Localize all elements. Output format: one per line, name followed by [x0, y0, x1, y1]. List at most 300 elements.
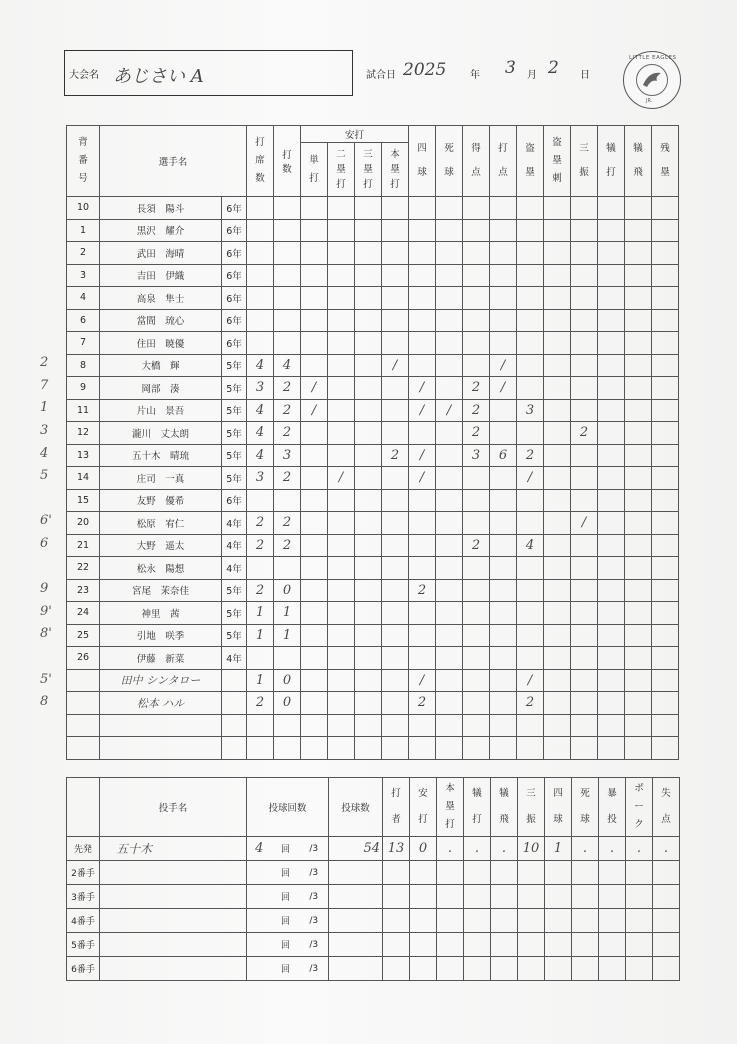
batting-row — [67, 489, 679, 512]
pitch-stat-sf — [491, 957, 518, 981]
stat-s3 — [355, 647, 382, 670]
pitching-row — [67, 885, 680, 909]
player-name: 住田 暁優 — [100, 332, 222, 355]
pitching-row — [67, 957, 680, 981]
stat-cs — [544, 579, 571, 602]
stat-r — [463, 354, 490, 377]
stat-s2 — [328, 309, 355, 332]
pitching-header-row — [67, 778, 680, 837]
batting-row — [67, 624, 679, 647]
margin-position-mark: 3 — [40, 423, 49, 438]
batting-table — [66, 125, 679, 760]
stat-hr: / — [382, 354, 409, 377]
stat-s2 — [328, 332, 355, 355]
innings-outs: /3 — [300, 885, 329, 909]
stat-hr — [382, 624, 409, 647]
pitch-header-er: 失 点 — [653, 778, 680, 837]
player-number: 13 — [67, 444, 100, 467]
stat-rbi — [490, 489, 517, 512]
stat-sf — [625, 602, 652, 625]
pitcher-order: 先発 — [67, 837, 100, 861]
logo-text: LITTLE EAGLES — [629, 55, 677, 61]
stat-s1 — [301, 309, 328, 332]
stat-so — [571, 309, 598, 332]
pitch-count — [329, 957, 383, 981]
stat-sf — [625, 197, 652, 220]
stat-rbi — [490, 534, 517, 557]
stat-r — [463, 264, 490, 287]
player-name: 高泉 隼士 — [100, 287, 222, 310]
stat-r — [463, 467, 490, 490]
header-hits: 安打 — [301, 126, 409, 143]
pitch-stat-bf: 13 — [383, 837, 410, 861]
stat-sac — [598, 579, 625, 602]
innings-label: 回 — [272, 957, 300, 981]
stat-so — [571, 332, 598, 355]
pitching-row — [67, 933, 680, 957]
stat-pa: 2 — [247, 534, 274, 557]
stat-sb — [517, 242, 544, 265]
stat-ab: 1 — [274, 602, 301, 625]
stat-sac — [598, 467, 625, 490]
batting-row — [67, 579, 679, 602]
margin-position-mark: 9' — [40, 603, 52, 619]
stat-hr — [382, 332, 409, 355]
player-name: 當間 琉心 — [100, 309, 222, 332]
stat-sb — [517, 332, 544, 355]
stat-pa: 2 — [247, 692, 274, 715]
stat-cs — [544, 714, 571, 737]
pitch-stat-bf — [383, 885, 410, 909]
stat-r — [463, 332, 490, 355]
stat-pa: 1 — [247, 624, 274, 647]
stat-so — [571, 489, 598, 512]
stat-sac — [598, 512, 625, 535]
stat-sb — [517, 624, 544, 647]
batting-row — [67, 287, 679, 310]
batting-row — [67, 647, 679, 670]
player-number — [67, 669, 100, 692]
player-number: 14 — [67, 467, 100, 490]
stat-r — [463, 692, 490, 715]
stat-bb — [409, 332, 436, 355]
pitch-header-innings: 投球回数 — [247, 778, 329, 837]
stat-ab: 2 — [274, 377, 301, 400]
pitch-stat-sac — [464, 957, 491, 981]
stat-pa — [247, 197, 274, 220]
stat-bb — [409, 489, 436, 512]
team-logo — [623, 51, 681, 109]
pitch-stat-er — [653, 861, 680, 885]
stat-sb — [517, 602, 544, 625]
batting-row — [67, 512, 679, 535]
player-number: 21 — [67, 534, 100, 557]
pitch-header-bk: ボ ー ク — [626, 778, 653, 837]
pitch-stat-wp — [599, 861, 626, 885]
pitch-stat-hbp — [572, 933, 599, 957]
batting-row — [67, 332, 679, 355]
pitch-stat-bk — [626, 885, 653, 909]
player-grade: 6年 — [222, 287, 247, 310]
batting-row — [67, 557, 679, 580]
stat-sf — [625, 489, 652, 512]
stat-ab: 0 — [274, 669, 301, 692]
pitch-stat-sf — [491, 885, 518, 909]
margin-position-mark: 2 — [40, 355, 49, 371]
stat-hbp — [436, 602, 463, 625]
stat-ab — [274, 264, 301, 287]
stat-s3 — [355, 624, 382, 647]
player-grade: 5年 — [222, 354, 247, 377]
stat-hr — [382, 242, 409, 265]
stat-sf — [625, 714, 652, 737]
stat-s3 — [355, 444, 382, 467]
stat-pa — [247, 264, 274, 287]
stat-s2 — [328, 264, 355, 287]
stat-bb — [409, 219, 436, 242]
stat-s1 — [301, 332, 328, 355]
stat-so: 2 — [571, 422, 598, 445]
pitch-stat-so — [518, 909, 545, 933]
tournament-name: あじさい A — [113, 66, 204, 87]
stat-hbp — [436, 287, 463, 310]
stat-cs — [544, 399, 571, 422]
pitch-count — [329, 861, 383, 885]
pitch-stat-hr: . — [437, 837, 464, 861]
pitch-stat-er — [653, 885, 680, 909]
pitcher-name — [100, 933, 247, 957]
player-grade: 4年 — [222, 512, 247, 535]
stat-sb — [517, 489, 544, 512]
stat-hbp — [436, 444, 463, 467]
stat-hr — [382, 309, 409, 332]
stat-lob — [652, 579, 679, 602]
stat-s2 — [328, 422, 355, 445]
stat-sb — [517, 264, 544, 287]
stat-sf — [625, 219, 652, 242]
stat-s2 — [328, 692, 355, 715]
stat-hbp — [436, 557, 463, 580]
header-sb: 盗 塁 — [517, 126, 544, 197]
stat-sf — [625, 737, 652, 760]
stat-s1 — [301, 467, 328, 490]
player-grade: 6年 — [222, 264, 247, 287]
pitching-row — [67, 837, 680, 861]
pitch-stat-h — [410, 885, 437, 909]
pitch-stat-bf — [383, 933, 410, 957]
stat-hbp — [436, 489, 463, 512]
stat-bb — [409, 714, 436, 737]
stat-rbi — [490, 422, 517, 445]
player-number: 8 — [67, 354, 100, 377]
header-name: 選手名 — [100, 126, 247, 197]
stat-ab — [274, 737, 301, 760]
stat-sac — [598, 219, 625, 242]
stat-sb — [517, 512, 544, 535]
pitch-stat-bk — [626, 933, 653, 957]
stat-lob — [652, 422, 679, 445]
player-name: 大野 遥太 — [100, 534, 222, 557]
stat-s3 — [355, 242, 382, 265]
batting-row — [67, 264, 679, 287]
stat-hbp — [436, 737, 463, 760]
pitch-stat-h — [410, 909, 437, 933]
stat-ab — [274, 219, 301, 242]
stat-s1 — [301, 422, 328, 445]
stat-pa: 2 — [247, 579, 274, 602]
stat-bb — [409, 309, 436, 332]
stat-sb — [517, 557, 544, 580]
player-number: 24 — [67, 602, 100, 625]
stat-sac — [598, 354, 625, 377]
stat-s1: / — [301, 377, 328, 400]
pitch-stat-h — [410, 957, 437, 981]
stat-lob — [652, 647, 679, 670]
pitch-stat-hr — [437, 909, 464, 933]
pitch-stat-sf — [491, 861, 518, 885]
stat-sac — [598, 309, 625, 332]
tournament-label: 大会名 — [69, 70, 99, 81]
pitch-stat-hr — [437, 933, 464, 957]
innings-outs: /3 — [300, 933, 329, 957]
player-number: 9 — [67, 377, 100, 400]
stat-rbi — [490, 512, 517, 535]
player-grade: 4年 — [222, 647, 247, 670]
stat-s2 — [328, 354, 355, 377]
stat-s3 — [355, 489, 382, 512]
stat-r — [463, 287, 490, 310]
stat-hr — [382, 399, 409, 422]
stat-hbp — [436, 309, 463, 332]
stat-r — [463, 624, 490, 647]
stat-hr — [382, 647, 409, 670]
stat-cs — [544, 197, 571, 220]
pitch-stat-hbp — [572, 957, 599, 981]
stat-lob — [652, 602, 679, 625]
pitcher-order: 4番手 — [67, 909, 100, 933]
stat-cs — [544, 377, 571, 400]
stat-cs — [544, 624, 571, 647]
stat-sac — [598, 557, 625, 580]
stat-sb — [517, 219, 544, 242]
header-triple: 三 塁 打 — [355, 143, 382, 197]
pitch-stat-wp — [599, 885, 626, 909]
pitch-stat-sac — [464, 933, 491, 957]
pitch-header-hbp: 死 球 — [572, 778, 599, 837]
stat-lob — [652, 332, 679, 355]
stat-lob — [652, 737, 679, 760]
stat-lob — [652, 399, 679, 422]
stat-sb — [517, 737, 544, 760]
stat-s3 — [355, 467, 382, 490]
stat-s2 — [328, 242, 355, 265]
player-grade: 6年 — [222, 219, 247, 242]
stat-so — [571, 557, 598, 580]
stat-hbp — [436, 714, 463, 737]
innings-outs: /3 — [300, 861, 329, 885]
stat-so — [571, 354, 598, 377]
stat-rbi — [490, 309, 517, 332]
pitcher-order: 2番手 — [67, 861, 100, 885]
pitch-stat-bb: 1 — [545, 837, 572, 861]
batting-row — [67, 242, 679, 265]
stat-ab: 0 — [274, 579, 301, 602]
stat-sb — [517, 422, 544, 445]
pitch-stat-sf: . — [491, 837, 518, 861]
stat-hbp — [436, 242, 463, 265]
stat-s3 — [355, 512, 382, 535]
stat-sf — [625, 399, 652, 422]
stat-sb: 3 — [517, 399, 544, 422]
pitcher-name — [100, 957, 247, 981]
stat-sac — [598, 602, 625, 625]
eagle-icon — [636, 64, 668, 96]
player-name: 黒沢 耀介 — [100, 219, 222, 242]
stat-s1 — [301, 624, 328, 647]
header-runs: 得 点 — [463, 126, 490, 197]
stat-s1 — [301, 714, 328, 737]
pitch-stat-so — [518, 885, 545, 909]
stat-hr — [382, 737, 409, 760]
stat-s1: / — [301, 399, 328, 422]
stat-s1 — [301, 602, 328, 625]
stat-ab — [274, 197, 301, 220]
stat-s2 — [328, 534, 355, 557]
player-grade: 6年 — [222, 489, 247, 512]
stat-rbi: 6 — [490, 444, 517, 467]
batting-row — [67, 534, 679, 557]
logo-sub: JR. — [646, 98, 653, 104]
stat-ab — [274, 714, 301, 737]
player-name — [100, 737, 222, 760]
stat-sf — [625, 264, 652, 287]
player-number: 26 — [67, 647, 100, 670]
stat-rbi — [490, 647, 517, 670]
stat-bb — [409, 354, 436, 377]
pitch-stat-bb — [545, 957, 572, 981]
stat-hbp — [436, 647, 463, 670]
stat-ab: 2 — [274, 467, 301, 490]
stat-r: 3 — [463, 444, 490, 467]
player-name: 五十木 晴琉 — [100, 444, 222, 467]
stat-sac — [598, 264, 625, 287]
stat-cs — [544, 602, 571, 625]
header-sf: 犠 飛 — [625, 126, 652, 197]
stat-sb — [517, 714, 544, 737]
stat-sb — [517, 377, 544, 400]
stat-sf — [625, 467, 652, 490]
player-number: 10 — [67, 197, 100, 220]
stat-sf — [625, 422, 652, 445]
stat-sf — [625, 647, 652, 670]
stat-r — [463, 242, 490, 265]
stat-pa — [247, 737, 274, 760]
stat-lob — [652, 444, 679, 467]
stat-rbi — [490, 624, 517, 647]
stat-pa — [247, 489, 274, 512]
pitch-stat-hr — [437, 861, 464, 885]
stat-r: 2 — [463, 422, 490, 445]
player-grade: 5年 — [222, 579, 247, 602]
pitch-stat-er: . — [653, 837, 680, 861]
stat-s1 — [301, 354, 328, 377]
stat-s1 — [301, 669, 328, 692]
stat-r — [463, 219, 490, 242]
player-number: 6 — [67, 309, 100, 332]
stat-hr — [382, 467, 409, 490]
player-number: 1 — [67, 219, 100, 242]
stat-bb — [409, 534, 436, 557]
player-grade — [222, 737, 247, 760]
player-name: 友野 優希 — [100, 489, 222, 512]
stat-s2 — [328, 444, 355, 467]
stat-cs — [544, 557, 571, 580]
batting-row — [67, 354, 679, 377]
stat-so — [571, 467, 598, 490]
stat-sac — [598, 714, 625, 737]
batting-row — [67, 714, 679, 737]
player-grade: 5年 — [222, 399, 247, 422]
stat-ab: 3 — [274, 444, 301, 467]
stat-sb: 2 — [517, 444, 544, 467]
player-grade: 6年 — [222, 332, 247, 355]
innings-value — [247, 933, 272, 957]
stat-pa: 2 — [247, 512, 274, 535]
stat-pa — [247, 242, 274, 265]
stat-s3 — [355, 197, 382, 220]
stat-lob — [652, 489, 679, 512]
player-name: 岡部 湊 — [100, 377, 222, 400]
player-number: 7 — [67, 332, 100, 355]
stat-sac — [598, 422, 625, 445]
pitch-stat-wp — [599, 957, 626, 981]
stat-lob — [652, 534, 679, 557]
stat-r — [463, 647, 490, 670]
stat-pa: 4 — [247, 354, 274, 377]
stat-s1 — [301, 579, 328, 602]
pitch-stat-sac — [464, 909, 491, 933]
stat-s2 — [328, 602, 355, 625]
stat-pa: 1 — [247, 602, 274, 625]
pitch-header-sf: 犠 飛 — [491, 778, 518, 837]
stat-sf — [625, 534, 652, 557]
margin-position-mark: 5' — [40, 671, 52, 687]
stat-cs — [544, 489, 571, 512]
stat-bb: / — [409, 377, 436, 400]
innings-label: 回 — [272, 885, 300, 909]
stat-s3 — [355, 534, 382, 557]
stat-rbi: / — [490, 377, 517, 400]
stat-pa: 1 — [247, 669, 274, 692]
player-grade: 5年 — [222, 624, 247, 647]
stat-bb — [409, 264, 436, 287]
stat-s1 — [301, 287, 328, 310]
stat-ab: 1 — [274, 624, 301, 647]
stat-lob — [652, 669, 679, 692]
stat-rbi — [490, 692, 517, 715]
stat-rbi — [490, 714, 517, 737]
stat-lob — [652, 624, 679, 647]
stat-s1 — [301, 557, 328, 580]
pitch-count: 54 — [329, 837, 383, 861]
margin-position-mark: 9 — [40, 581, 49, 597]
date-label: 試合日 — [366, 70, 396, 81]
stat-sb: / — [517, 467, 544, 490]
margin-position-mark: 7 — [40, 377, 49, 393]
pitch-stat-h: 0 — [410, 837, 437, 861]
stat-cs — [544, 669, 571, 692]
header-so: 三 振 — [571, 126, 598, 197]
